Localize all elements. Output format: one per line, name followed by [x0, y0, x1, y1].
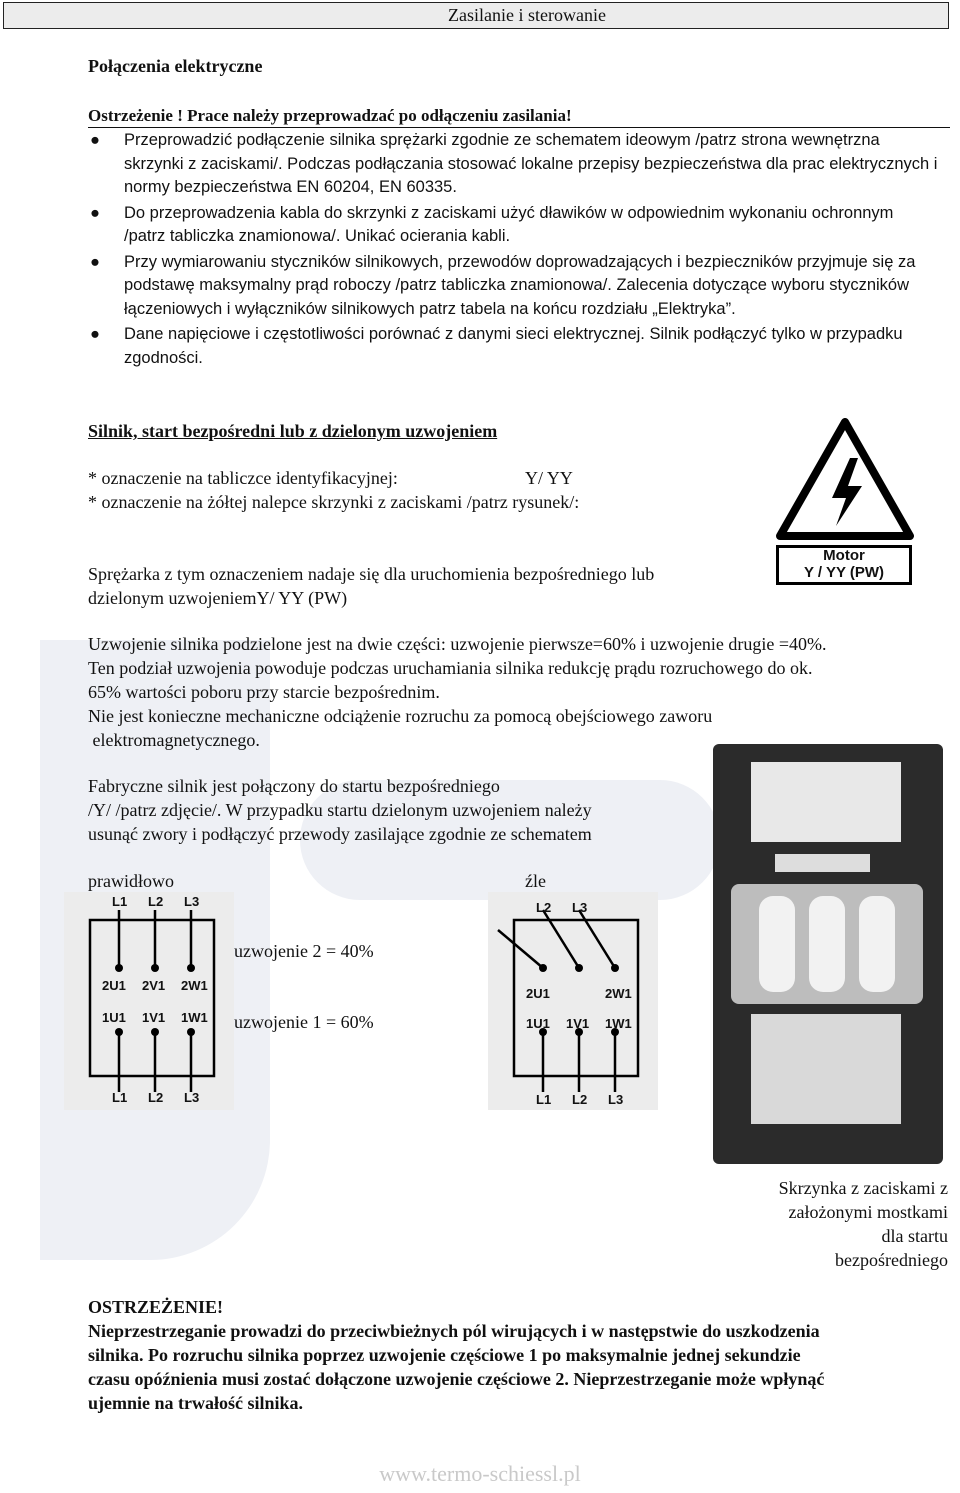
bullet-icon: ●	[90, 203, 100, 222]
sticker-marking-text: * oznaczenie na żółtej nalepce skrzynki z zaciskami /patrz rysunek/:	[88, 492, 580, 512]
bullet-list	[88, 129, 938, 372]
motor-sticker-line: Motor	[823, 547, 865, 564]
terminal-label: L2	[148, 894, 164, 909]
bullet-icon: ●	[90, 252, 100, 271]
correct-diagram-label: prawidłowo	[88, 871, 174, 891]
caption-line: założonymi mostkami	[788, 1202, 948, 1222]
marking-value: Y/ YY	[525, 468, 573, 488]
list-item-text: Przy wymiarowaniu styczników silnikowych, przewodów doprowadzających i bezpieczników przyjmuje się za podstawę maksymalny prąd roboczy /patrz tabliczka znamionowa/. Zalecenia dotyczące wyboru styczników łączeniowych i wyłączników silnikowych patrz tabela na końcu rozdziału „Elektryka”.	[124, 252, 916, 318]
warning-line: ujemnie na trwałość silnika.	[88, 1393, 304, 1413]
paragraph-line: dzielonym uzwojeniemY/ YY (PW)	[88, 588, 348, 608]
list-item-text: Do przeprowadzenia kabla do skrzynki z zaciskami użyć dławików w odpowiednim wykonaniu ochronnym /patrz tabliczka znamionowa/. Unikać ocierania kabli.	[124, 203, 894, 245]
caption-line: Skrzynka z zaciskami z	[778, 1178, 948, 1198]
terminal-label: L2	[572, 1092, 588, 1107]
terminal-label: 1W1	[181, 1010, 208, 1025]
nameplate	[751, 762, 901, 842]
terminal-label: L3	[184, 1090, 200, 1105]
correct-wiring-diagram	[64, 892, 234, 1110]
terminal-strip	[775, 854, 870, 872]
winding-label: uzwojenie 2 = 40%	[234, 941, 374, 961]
paragraph-line: Uzwojenie silnika podzielone jest na dwie części: uzwojenie pierwsze=60% i uzwojenie drugie =40%.	[88, 634, 827, 654]
high-voltage-warning-icon	[776, 418, 914, 540]
instruction-label	[751, 1014, 901, 1124]
terminal-bridge	[809, 896, 845, 992]
terminal-label: 1W1	[605, 1016, 632, 1031]
terminal-label: L1	[112, 1090, 128, 1105]
paragraph-line: elektromagnetycznego.	[88, 730, 260, 750]
list-item-text: Przeprowadzić podłączenie silnika sprężarki zgodnie ze schematem ideowym /patrz strona wewnętrzna skrzynki z zaciskami/. Podczas podłączania stosować lokalne przepisy bezpieczeństwa dla prac elektrycznych i normy bezpieczeństwa EN 60204, EN 60335.	[124, 131, 938, 196]
terminal-label: 2W1	[605, 986, 632, 1001]
list-item-text: Dane napięciowe i częstotliwości porównać z danymi sieci elektrycznej. Silnik podłączyć tylko w przypadku zgodności.	[124, 325, 903, 367]
paragraph-line: usunąć zwory i podłączyć przewody zasilające zgodnie ze schematem	[88, 824, 592, 844]
list-item	[88, 129, 938, 200]
paragraph-line: Fabryczne silnik jest połączony do startu bezpośredniego	[88, 776, 500, 796]
wiring-lines	[64, 892, 234, 1110]
wiring-lines	[488, 892, 658, 1110]
paragraph	[88, 632, 958, 752]
bullet-icon: ●	[90, 131, 100, 149]
terminal-label: L3	[608, 1092, 624, 1107]
caption-line: bezpośredniego	[835, 1250, 948, 1270]
terminal-label: 1U1	[526, 1016, 550, 1031]
terminal-label: 1V1	[566, 1016, 590, 1031]
motor-sticker	[776, 545, 912, 585]
section-title: Silnik, start bezpośredni lub z dzielonym uzwojeniem	[88, 421, 498, 441]
terminal-label: L3	[184, 894, 200, 909]
terminal-label: L1	[112, 894, 128, 909]
final-warning-title: OSTRZEŻENIE!	[88, 1297, 224, 1317]
terminal-label: L2	[148, 1090, 164, 1105]
terminal-label: L1	[536, 1092, 552, 1107]
winding-label: uzwojenie 1 = 60%	[234, 1012, 374, 1032]
terminal-label: 2W1	[181, 978, 208, 993]
terminal-block	[731, 884, 923, 1004]
photo-caption	[779, 1176, 948, 1272]
paragraph-line: 65% wartości poboru przy starcie bezpośrednim.	[88, 682, 440, 702]
marking-label: * oznaczenie na tabliczce identyfikacyjnej:	[88, 468, 398, 488]
warning-line: silnika. Po rozruchu silnika poprzez uzwojenie częściowe 1 po maksymalnie jednej sekundzie	[88, 1345, 801, 1365]
bullet-icon: ●	[90, 325, 100, 343]
paragraph-line: Sprężarka z tym oznaczeniem nadaje się dla uruchomienia bezpośredniego lub	[88, 564, 655, 584]
motor-sticker-line: Y / YY (PW)	[803, 564, 885, 581]
warning-line: Nieprzestrzeganie prowadzi do przeciwbieżnych pól wirujących i w następstwie do uszkodzenia	[88, 1321, 820, 1341]
terminal-bridge	[759, 896, 795, 992]
final-warning-text	[88, 1319, 950, 1415]
paragraph-line: Nie jest konieczne mechaniczne odciążenie rozruchu za pomocą obejściowego zaworu	[88, 706, 713, 726]
terminal-label: 1V1	[142, 1010, 166, 1025]
terminal-label: 2U1	[526, 986, 550, 1001]
paragraph-line: /Y/ /patrz zdjęcie/. W przypadku startu dzielonym uzwojeniem należy	[88, 800, 592, 820]
terminal-label: 2V1	[142, 978, 166, 993]
warning-line: czasu opóźnienia musi zostać dołączone uzwojenie częściowe 2. Nieprzestrzeganie może wpłynąć	[88, 1369, 825, 1389]
terminal-label: 2U1	[102, 978, 126, 993]
terminal-box-photo	[713, 744, 943, 1164]
paragraph	[88, 774, 688, 846]
list-item	[88, 323, 938, 370]
page-header-title: Zasilanie i sterowanie	[448, 5, 606, 25]
paragraph-line: Ten podział uzwojenia powoduje podczas uruchamiania silnika redukcję prądu rozruchowego do ok.	[88, 658, 813, 678]
list-item	[88, 202, 938, 249]
terminal-label: L3	[572, 900, 588, 915]
section-title: Połączenia elektryczne	[88, 56, 263, 76]
wrong-wiring-diagram	[488, 892, 658, 1110]
caption-line: dla startu	[881, 1226, 948, 1246]
terminal-label: L2	[536, 900, 552, 915]
terminal-label: 1U1	[102, 1010, 126, 1025]
footer-url: www.termo-schiessl.pl	[379, 1461, 581, 1486]
list-item	[88, 251, 938, 322]
warning-heading: Ostrzeżenie ! Prace należy przeprowadzać po odłączeniu zasilania!	[88, 104, 950, 128]
wrong-diagram-label: źle	[525, 871, 546, 891]
terminal-bridge	[859, 896, 895, 992]
